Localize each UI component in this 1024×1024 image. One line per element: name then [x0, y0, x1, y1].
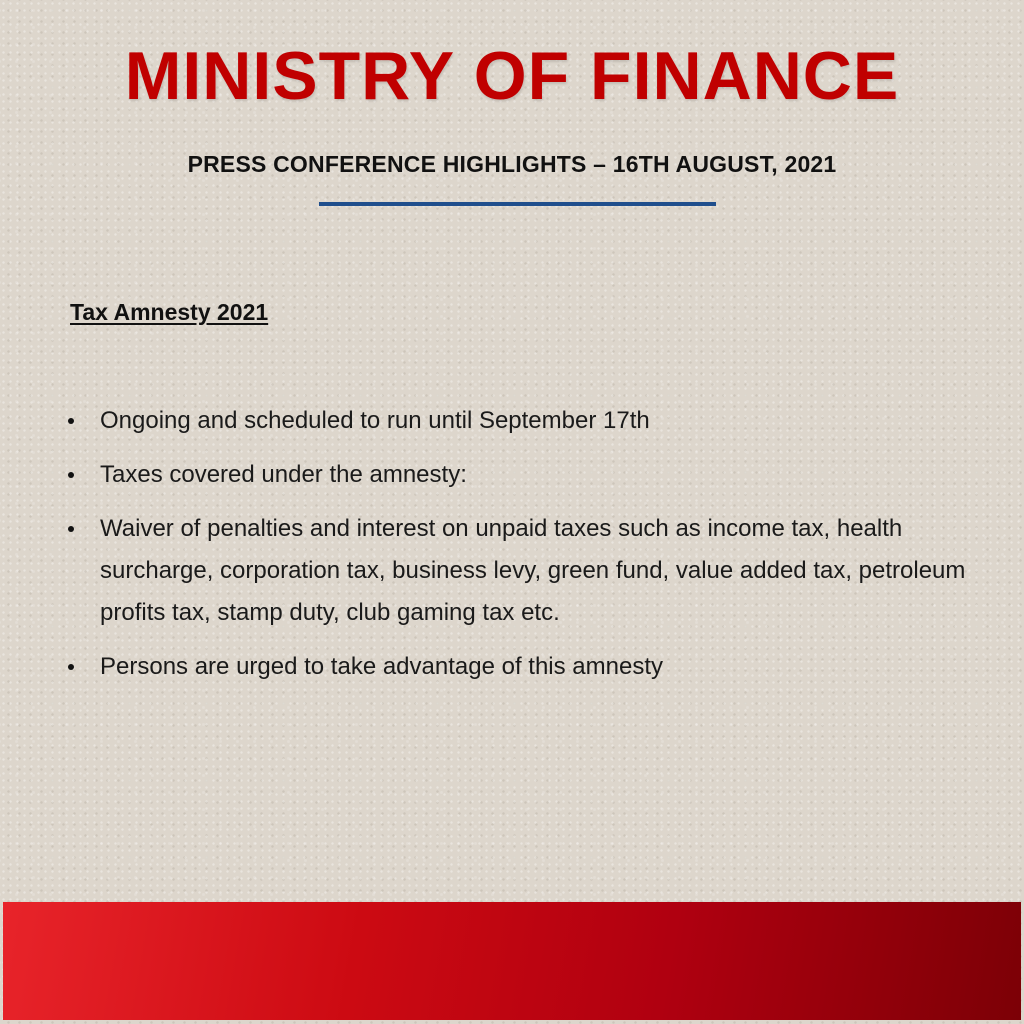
footer-band	[3, 902, 1021, 1020]
page-subtitle: PRESS CONFERENCE HIGHLIGHTS – 16TH AUGUST, 2021	[187, 151, 837, 177]
bullet-icon	[68, 418, 74, 424]
title-divider	[319, 202, 716, 206]
list-item	[66, 646, 966, 688]
page-title: MINISTRY OF FINANCE	[124, 38, 900, 114]
bullet-icon	[68, 664, 74, 670]
list-item	[66, 508, 966, 634]
bullet-text: Ongoing and scheduled to run until September 17th	[100, 407, 650, 434]
list-item	[66, 400, 966, 442]
bullet-text: Waiver of penalties and interest on unpaid taxes such as income tax, health surcharge, corporation tax, business levy, green fund, value added tax, petroleum profits tax, stamp duty, club gaming tax etc.	[100, 515, 966, 626]
bullet-icon	[68, 472, 74, 478]
list-item	[66, 454, 966, 496]
bullet-text: Taxes covered under the amnesty:	[100, 461, 467, 488]
bullet-icon	[68, 526, 74, 532]
section-heading: Tax Amnesty 2021	[70, 299, 269, 325]
bullet-list	[66, 400, 966, 700]
bullet-text: Persons are urged to take advantage of this amnesty	[100, 653, 664, 680]
